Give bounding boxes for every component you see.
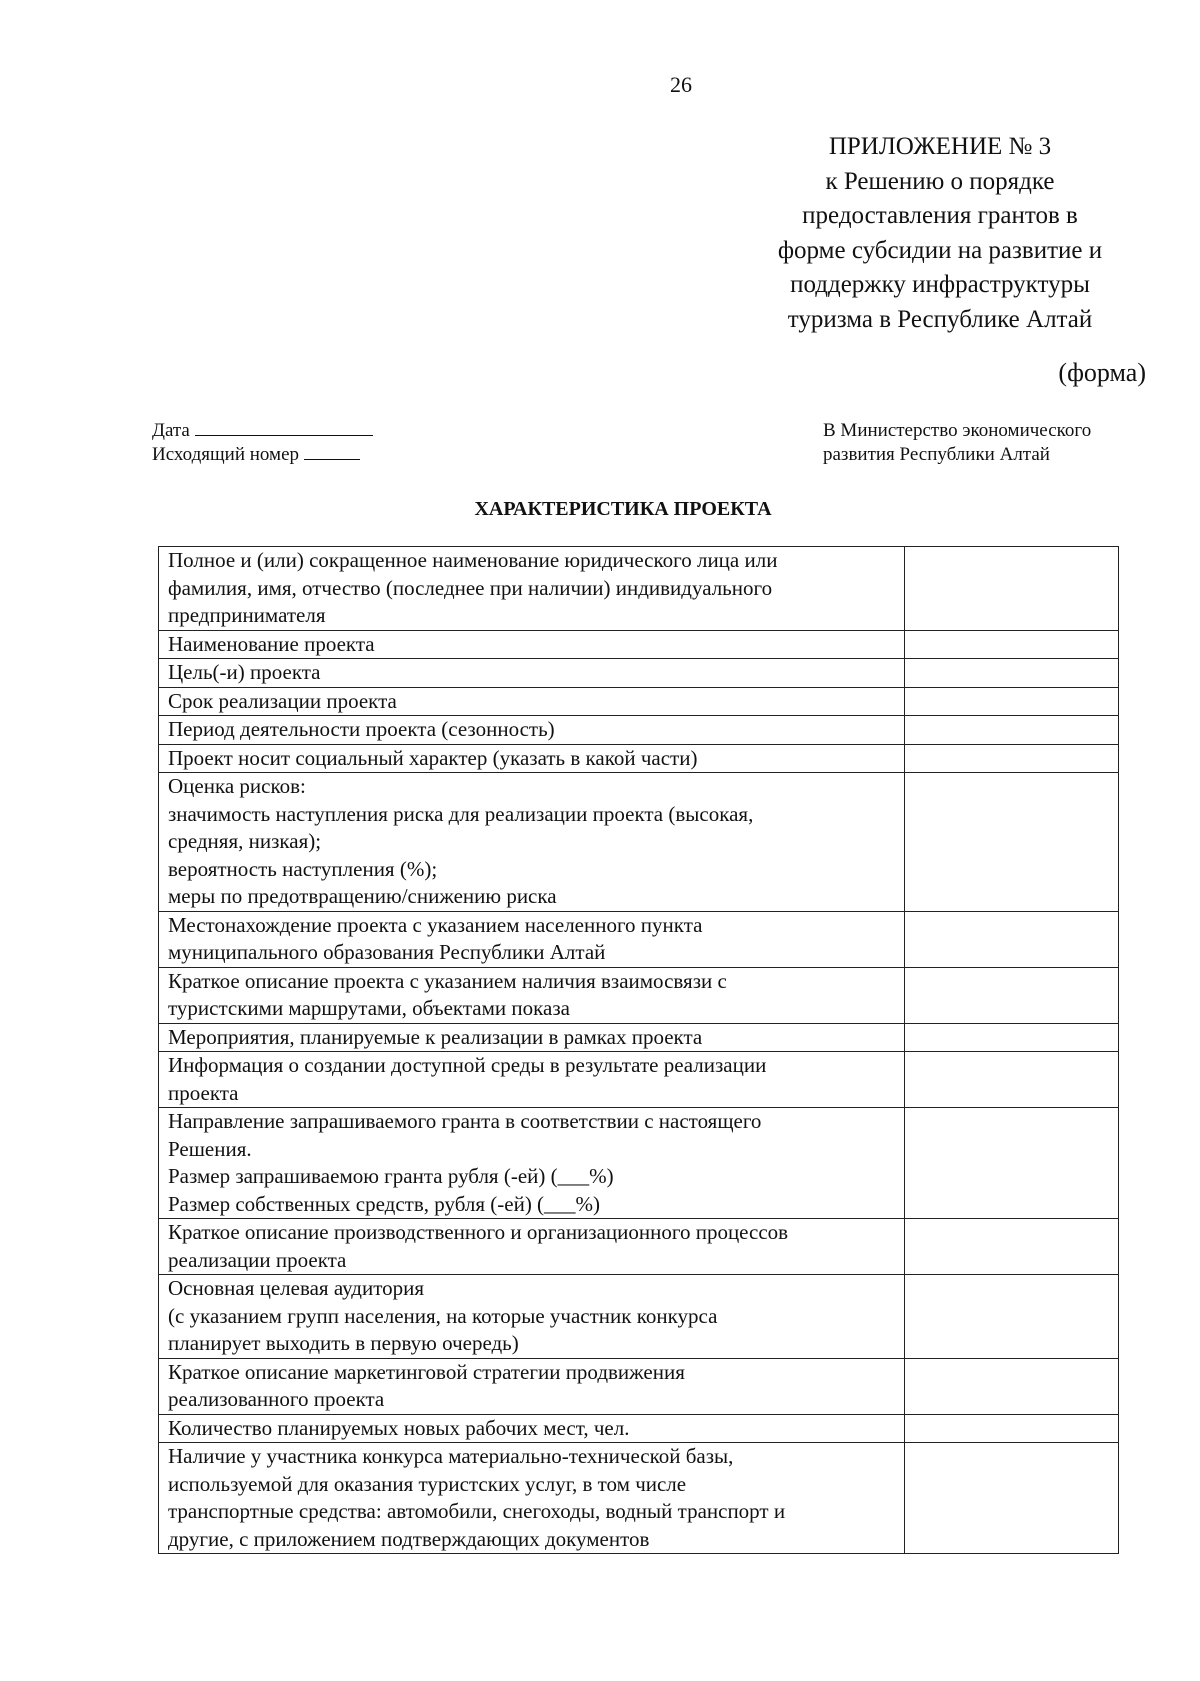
row-label-line: Мероприятия, планируемые к реализации в рамках проекта	[168, 1024, 703, 1049]
row-value-field[interactable]	[905, 1108, 1119, 1219]
row-value-field[interactable]	[905, 773, 1119, 912]
appendix-line: к Решению о порядке	[825, 167, 1055, 195]
row-label	[159, 1414, 905, 1443]
row-label	[159, 1358, 905, 1414]
table-row	[159, 716, 1119, 745]
table-row	[159, 1443, 1119, 1554]
row-label-line: планирует выходить в первую очередь)	[168, 1331, 519, 1355]
appendix-line: предоставления грантов в	[802, 202, 1078, 229]
row-label-line: Наличие у участника конкурса материально-технической базы,	[168, 1444, 734, 1468]
appendix-line: форме субсидии на развитие и	[777, 236, 1103, 264]
row-label-line: предпринимателя	[168, 603, 326, 627]
outgoing-number-blank	[304, 443, 360, 460]
row-label-line: Основная целевая аудитория	[168, 1276, 424, 1300]
table-row	[159, 1275, 1119, 1359]
row-label-line: Количество планируемых новых рабочих мест, чел.	[168, 1415, 630, 1440]
row-label-line: Размер собственных средств, рубля (-ей) (___%)	[168, 1191, 601, 1216]
row-label	[159, 1219, 905, 1275]
appendix-line: ПРИЛОЖЕНИЕ № 3	[828, 133, 1052, 160]
row-label-line: Краткое описание маркетинговой стратегии продвижения	[168, 1359, 685, 1384]
row-label-line: Период деятельности проекта (сезонность)	[168, 717, 555, 741]
row-label-line: транспортные средства: автомобили, снегоходы, водный транспорт и	[168, 1499, 786, 1523]
appendix-line: поддержку инфраструктуры	[790, 271, 1090, 298]
table-row	[159, 1219, 1119, 1275]
row-label-line: вероятность наступления (%);	[168, 856, 438, 881]
row-label	[159, 1108, 905, 1219]
row-value-field[interactable]	[905, 1275, 1119, 1359]
date-blank	[195, 419, 373, 436]
appendix-heading	[760, 130, 1120, 337]
row-label-line: другие, с приложением подтверждающих документов	[168, 1526, 650, 1551]
row-label-line: туристскими маршрутами, объектами показа	[168, 996, 570, 1020]
row-label-line: реализации проекта	[168, 1247, 347, 1272]
table-row	[159, 744, 1119, 773]
recipient-line: В Министерство экономического	[823, 420, 1092, 441]
table-row	[159, 1052, 1119, 1108]
table-row	[159, 630, 1119, 659]
row-label-line: меры по предотвращению/снижению риска	[168, 884, 557, 908]
row-label	[159, 773, 905, 912]
row-label	[159, 1052, 905, 1108]
date-label: Дата	[152, 420, 190, 441]
form-label: (форма)	[1058, 358, 1146, 387]
row-label-line: фамилия, имя, отчество (последнее при наличии) индивидуального	[168, 575, 773, 600]
row-label-line: средняя, низкая);	[168, 829, 322, 853]
row-value-field[interactable]	[905, 967, 1119, 1023]
row-label-line: Оценка рисков:	[168, 774, 306, 798]
row-label-line: Наименование проекта	[168, 631, 375, 656]
table-row	[159, 911, 1119, 967]
row-label	[159, 687, 905, 716]
row-label	[159, 911, 905, 967]
document-title: ХАРАКТЕРИСТИКА ПРОЕКТА	[474, 498, 772, 520]
date-line	[152, 419, 373, 443]
row-label-line: Размер запрашиваемою гранта рубля (-ей) (___%)	[168, 1164, 614, 1188]
row-label-line: Информация о создании доступной среды в результате реализации	[168, 1053, 767, 1077]
table-row	[159, 687, 1119, 716]
row-label-line: муниципального образования Республики Алтай	[168, 940, 606, 964]
row-value-field[interactable]	[905, 1443, 1119, 1554]
row-label	[159, 967, 905, 1023]
row-label-line: (с указанием групп населения, на которые участник конкурса	[168, 1303, 718, 1328]
table-row	[159, 547, 1119, 631]
table-row	[159, 773, 1119, 912]
row-label	[159, 659, 905, 688]
row-value-field[interactable]	[905, 716, 1119, 745]
row-value-field[interactable]	[905, 659, 1119, 688]
table-row	[159, 1023, 1119, 1052]
table-row	[159, 1414, 1119, 1443]
row-label	[159, 1443, 905, 1554]
page-number: 26	[670, 72, 692, 97]
recipient	[823, 419, 1091, 467]
table-row	[159, 659, 1119, 688]
row-label-line: реализованного проекта	[168, 1387, 385, 1411]
row-label	[159, 744, 905, 773]
row-label-line: используемой для оказания туристских услуг, в том числе	[168, 1471, 687, 1496]
row-value-field[interactable]	[905, 547, 1119, 631]
row-value-field[interactable]	[905, 630, 1119, 659]
row-label-line: Цель(-и) проекта	[168, 660, 321, 684]
table-row	[159, 1108, 1119, 1219]
row-label-line: проекта	[168, 1080, 239, 1105]
row-label	[159, 630, 905, 659]
outgoing-number-line	[152, 443, 373, 467]
row-label-line: Местонахождение проекта с указанием населенного пункта	[168, 912, 703, 937]
row-label-line: значимость наступления риска для реализации проекта (высокая,	[168, 801, 754, 826]
row-value-field[interactable]	[905, 1219, 1119, 1275]
row-value-field[interactable]	[905, 1414, 1119, 1443]
row-label-line: Краткое описание проекта с указанием наличия взаимосвязи с	[168, 968, 727, 993]
row-value-field[interactable]	[905, 744, 1119, 773]
project-characteristics-table	[158, 546, 1119, 1554]
row-label-line: Срок реализации проекта	[168, 688, 397, 713]
row-value-field[interactable]	[905, 1358, 1119, 1414]
row-value-field[interactable]	[905, 687, 1119, 716]
recipient-line: развития Республики Алтай	[823, 444, 1050, 465]
row-label-line: Проект носит социальный характер (указать в какой части)	[168, 745, 698, 770]
row-label	[159, 547, 905, 631]
table-row	[159, 967, 1119, 1023]
table-row	[159, 1358, 1119, 1414]
row-label-line: Направление запрашиваемого гранта в соответствии с настоящего	[168, 1109, 762, 1133]
outgoing-number-label: Исходящий номер	[152, 444, 300, 465]
sender-meta	[152, 419, 373, 467]
row-label-line: Решения.	[168, 1136, 252, 1161]
row-label-line: Полное и (или) сокращенное наименование юридического лица или	[168, 548, 778, 572]
appendix-line: туризма в Республике Алтай	[787, 305, 1093, 333]
row-value-field[interactable]	[905, 1052, 1119, 1108]
table-body	[159, 547, 1119, 1554]
row-label	[159, 1275, 905, 1359]
row-label-line: Краткое описание производственного и организационного процессов	[168, 1220, 789, 1244]
row-value-field[interactable]	[905, 1023, 1119, 1052]
row-label	[159, 716, 905, 745]
row-value-field[interactable]	[905, 911, 1119, 967]
row-label	[159, 1023, 905, 1052]
